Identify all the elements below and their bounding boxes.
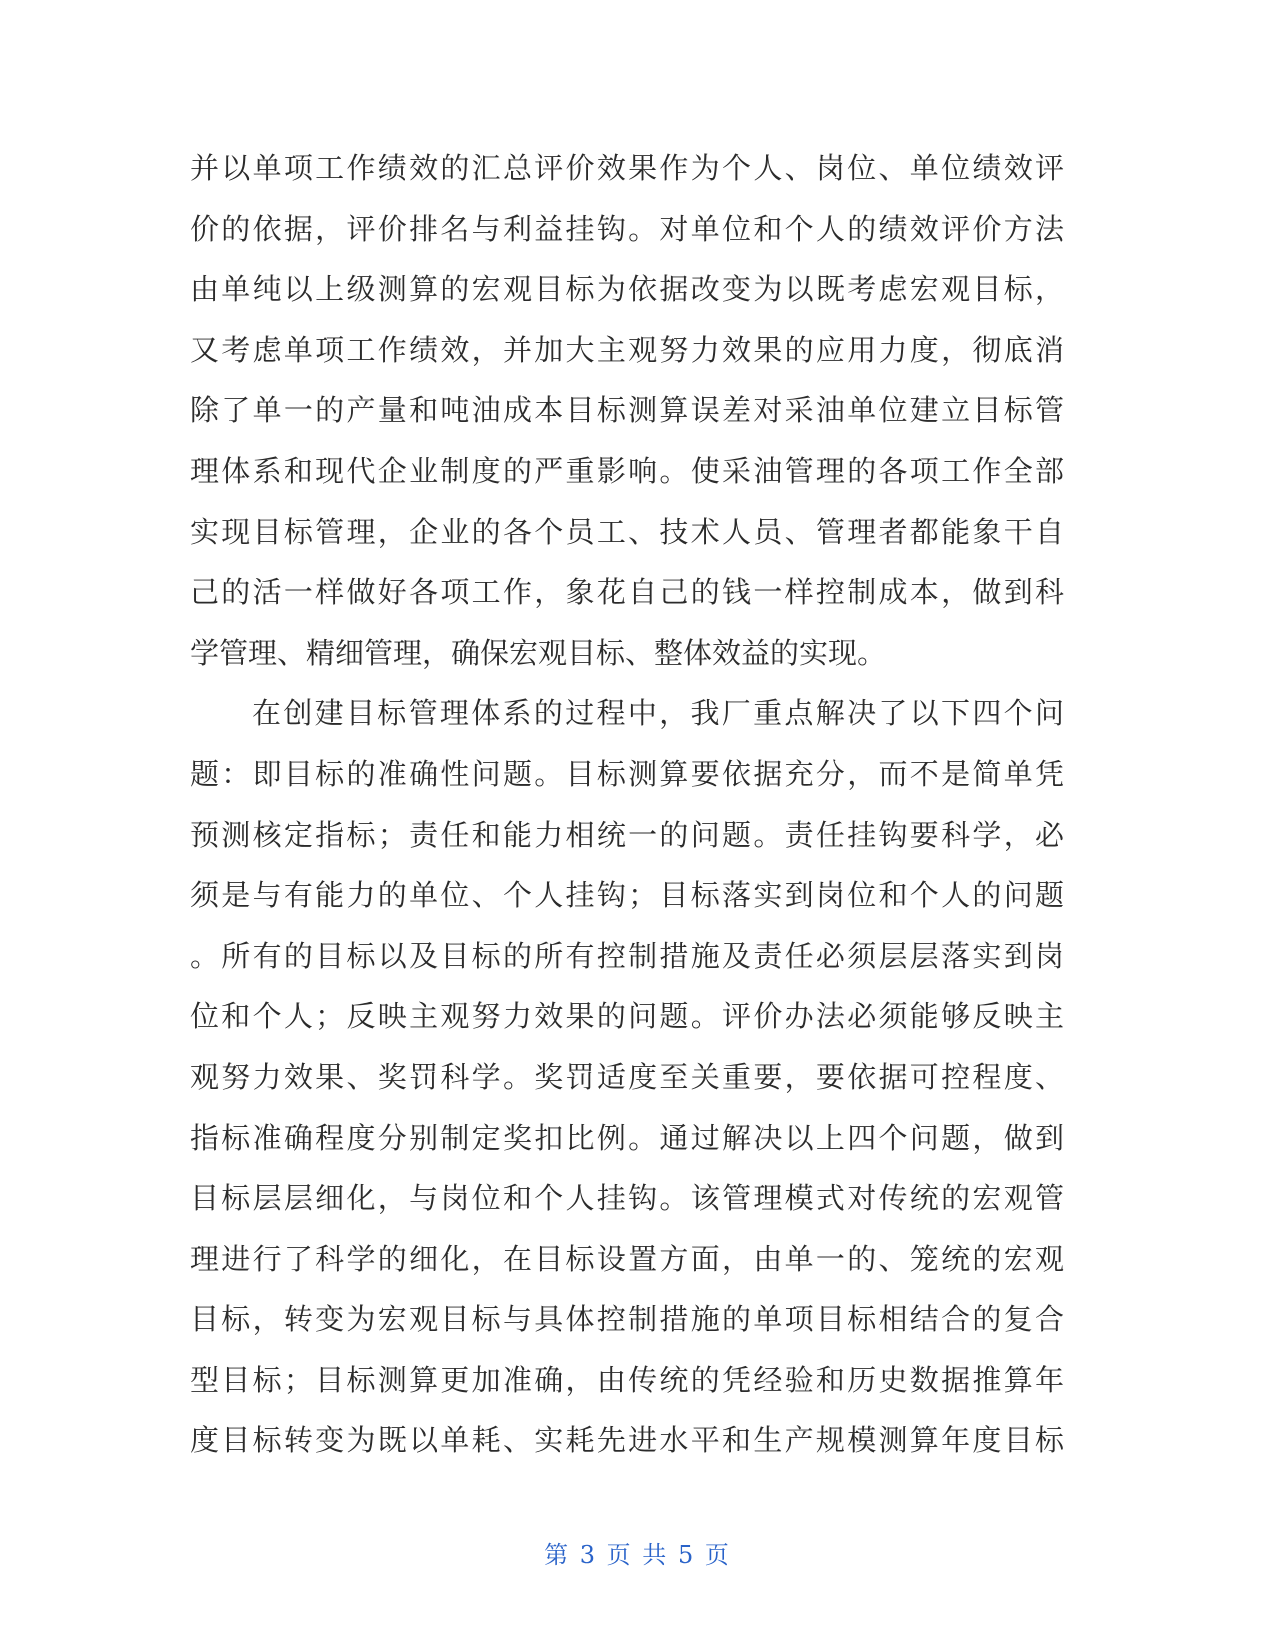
paragraph-2-line-13: 度目标转变为既以单耗、实耗先进水平和生产规模测算年度目标	[190, 1423, 1064, 1458]
paragraph-2-line-1: 在创建目标管理体系的过程中，我厂重点解决了以下四个问	[252, 696, 1064, 731]
paragraph-1-line-1: 并以单项工作绩效的汇总评价效果作为个人、岗位、单位绩效评	[190, 151, 1064, 185]
paragraph-2-line-7: 观努力效果、奖罚科学。奖罚适度至关重要，要依据可控程度、	[190, 1059, 1064, 1094]
paragraph-2-line-6: 位和个人；反映主观努力效果的问题。评价办法必须能够反映主	[190, 999, 1064, 1034]
paragraph-2-line-11: 目标，转变为宏观目标与具体控制措施的单项目标相结合的复合	[190, 1302, 1064, 1337]
paragraph-1-line-3: 由单纯以上级测算的宏观目标为依据改变为以既考虑宏观目标，	[190, 272, 1064, 307]
paragraph-1-line-2: 价的依据，评价排名与利益挂钩。对单位和个人的绩效评价方法	[190, 211, 1064, 246]
paragraph-1-line-8: 己的活一样做好各项工作，象花自己的钱一样控制成本，做到科	[190, 575, 1064, 610]
paragraph-2-line-4: 须是与有能力的单位、个人挂钩；目标落实到岗位和个人的问题	[190, 878, 1064, 913]
paragraph-2-line-8: 指标准确程度分别制定奖扣比例。通过解决以上四个问题，做到	[190, 1120, 1064, 1155]
body-text	[190, 138, 1064, 1471]
paragraph-2-line-10: 理进行了科学的细化，在目标设置方面，由单一的、笼统的宏观	[190, 1241, 1064, 1276]
page-number-footer: 第 3 页 共 5 页	[544, 1541, 731, 1569]
paragraph-2-line-9: 目标层层细化，与岗位和个人挂钩。该管理模式对传统的宏观管	[190, 1181, 1064, 1216]
paragraph-2-line-2: 题：即目标的准确性问题。目标测算要依据充分，而不是简单凭	[190, 756, 1064, 791]
paragraph-1-line-9: 学管理、精细管理，确保宏观目标、整体效益的实现。	[190, 635, 887, 670]
paragraph-1-line-4: 又考虑单项工作绩效，并加大主观努力效果的应用力度，彻底消	[190, 332, 1064, 367]
paragraph-2-line-12: 型目标；目标测算更加准确，由传统的凭经验和历史数据推算年	[190, 1362, 1064, 1397]
paragraph-1-line-6: 理体系和现代企业制度的严重影响。使采油管理的各项工作全部	[190, 453, 1064, 488]
paragraph-1-line-5: 除了单一的产量和吨油成本目标测算误差对采油单位建立目标管	[190, 393, 1064, 428]
paragraph-2-line-3: 预测核定指标；责任和能力相统一的问题。责任挂钩要科学，必	[190, 817, 1064, 852]
paragraph-2-line-5: 。所有的目标以及目标的所有控制措施及责任必须层层落实到岗	[190, 938, 1064, 973]
paragraph-1-line-7: 实现目标管理，企业的各个员工、技术人员、管理者都能象干自	[190, 514, 1064, 549]
